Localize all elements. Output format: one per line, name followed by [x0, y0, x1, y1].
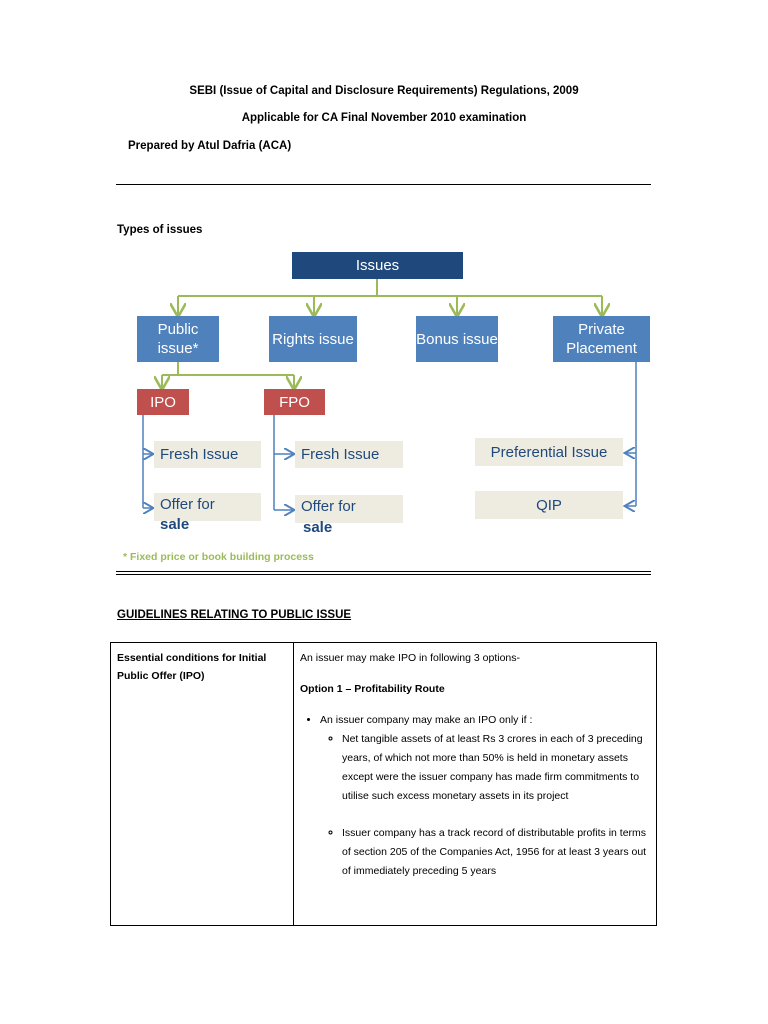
- prepared-by: Prepared by Atul Dafria (ACA): [128, 140, 292, 152]
- qip-label: QIP: [536, 496, 562, 514]
- conditions-list: [300, 711, 650, 881]
- preferential-issue-leaf: [475, 438, 623, 466]
- types-heading: Types of issues: [117, 224, 203, 236]
- fpo-sale-label: sale: [303, 519, 333, 536]
- qip-leaf: [475, 491, 623, 519]
- fpo-node: FPO: [264, 389, 325, 415]
- issues-root-node: Issues: [292, 252, 463, 279]
- ipo-fresh-issue-label: Fresh Issue: [160, 446, 239, 463]
- preferential-issue-label: Preferential Issue: [490, 443, 608, 461]
- ipo-sale-label: sale: [160, 516, 190, 533]
- fpo-offer-for-label: Offer for: [301, 498, 356, 515]
- conditions-bullet: An issuer company may make an IPO only if :: [320, 714, 533, 726]
- section-divider-bottom: [116, 574, 651, 575]
- table-row: [111, 643, 657, 926]
- ipo-fresh-issue-leaf: [154, 441, 261, 468]
- rights-issue-node: Rights issue: [269, 316, 357, 362]
- ipo-intro: An issuer may make IPO in following 3 options-: [300, 652, 521, 664]
- fpo-fresh-issue-label: Fresh Issue: [301, 446, 380, 463]
- ipo-offer-for-label: Offer for: [160, 496, 215, 513]
- document-title: SEBI (Issue of Capital and Disclosure Requirements) Regulations, 2009: [189, 85, 579, 97]
- fpo-fresh-issue-leaf: [295, 441, 403, 468]
- public-issue-node: Public issue*: [137, 316, 219, 362]
- private-placement-node: Private Placement: [553, 316, 650, 362]
- ipo-node: IPO: [137, 389, 189, 415]
- ipo-options-cell: [294, 643, 657, 926]
- list-item: [320, 711, 650, 881]
- essential-conditions-cell: Essential conditions for Initial Public Offer (IPO): [111, 643, 294, 926]
- list-item: ◦ Net tangible assets of at least Rs 3 crores in each of 3 preceding years, of which not more than 50% is held in monetary assets except were the issuer company has made firm commitments to utilise such excess monetary assets in its project: [342, 730, 650, 806]
- guidelines-heading: GUIDELINES RELATING TO PUBLIC ISSUE: [117, 609, 352, 621]
- option-1-heading: Option 1 – Profitability Route: [300, 683, 445, 695]
- guidelines-table: [110, 642, 657, 926]
- diagram-footnote: * Fixed price or book building process: [123, 551, 314, 563]
- applicable-line: Applicable for CA Final November 2010 examination: [241, 112, 527, 124]
- bonus-issue-node: Bonus issue: [416, 316, 498, 362]
- list-item: ◦ Issuer company has a track record of distributable profits in terms of section 205 of the Companies Act, 1956 for at least 3 years out of immediately preceding 5 years: [342, 824, 650, 881]
- sub-conditions-list: [320, 730, 650, 881]
- section-divider-top: [116, 571, 651, 572]
